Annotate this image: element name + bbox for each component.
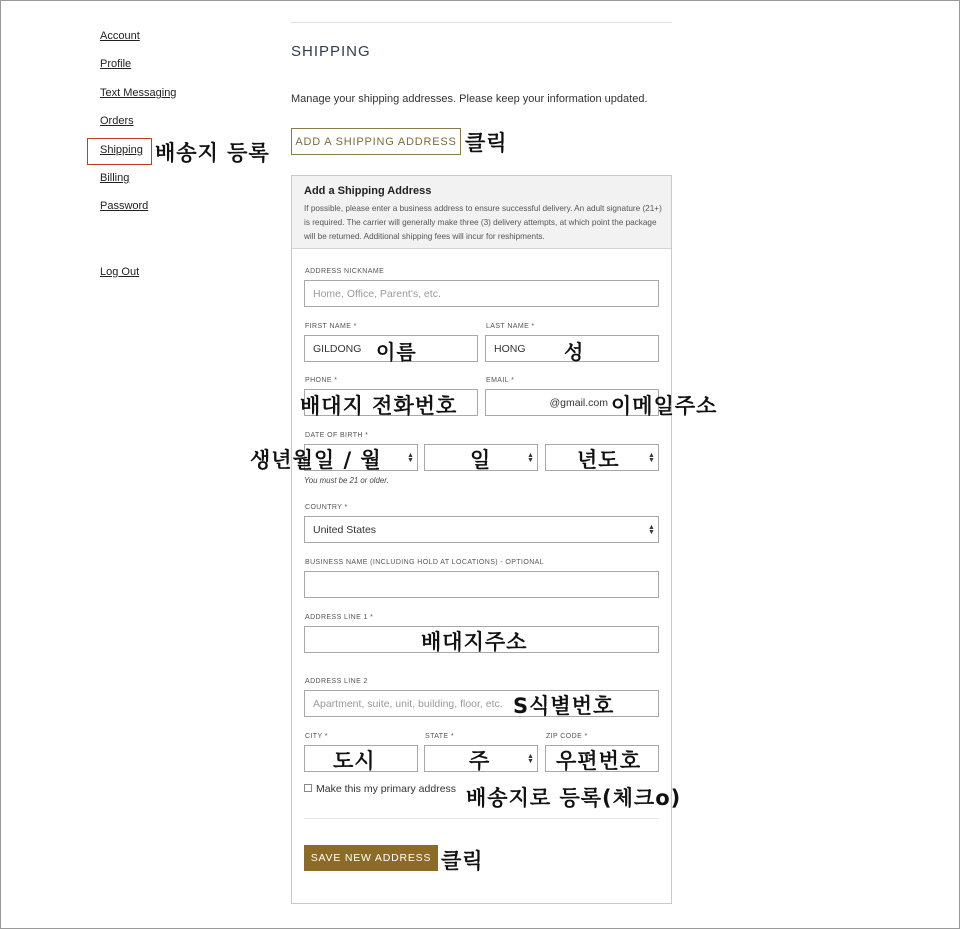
panel-header [292,176,671,249]
business-input[interactable] [304,571,659,598]
annotation-address1: 배대지주소 [421,630,528,654]
shipping-highlight-box [87,138,152,165]
primary-address-checkbox[interactable] [304,784,312,792]
save-new-address-button[interactable]: SAVE NEW ADDRESS [304,845,438,871]
panel-heading: Add a Shipping Address [304,185,432,197]
panel-description: If possible, please enter a business address to ensure successful delivery. An adult signature (21+) is required. The carrier will generally make three (3) delivery attempts, at which point the package will be returned. Additional shipping fees will incur for reshipments. [304,204,662,241]
page-intro: Manage your shipping addresses. Please keep your information updated. [291,93,648,105]
email-value: @gmail.com [549,396,608,409]
annotation-year: 년도 [577,448,620,472]
annotation-zip: 우편번호 [556,749,642,773]
nickname-input[interactable]: Home, Office, Parent's, etc. [304,280,659,307]
last-name-label: LAST NAME * [486,323,535,330]
annotation-primary: 배송지로 등록(체크o) [466,786,682,810]
annotation-dob: 생년월일 / 월 [250,448,382,472]
sidebar-item-shipping[interactable]: Shipping [100,144,143,156]
select-updown-arrow-icon: ▲ ▼ [648,524,655,536]
select-updown-arrow-icon: ▲ ▼ [527,753,534,765]
annotation-state: 주 [469,749,491,773]
country-select[interactable] [304,516,659,543]
state-label: STATE * [425,733,454,740]
annotation-click-add: 클릭 [465,131,508,155]
first-name-label: FIRST NAME * [305,323,357,330]
sidebar-item-account[interactable]: Account [100,30,140,42]
annotation-city: 도시 [333,749,376,773]
country-value: United States [313,523,377,536]
city-label: CITY * [305,733,328,740]
sidebar-item-billing[interactable]: Billing [100,172,130,184]
select-updown-arrow-icon: ▲ ▼ [527,452,534,464]
annotation-phone: 배대지 전화번호 [300,394,458,418]
annotation-click-save: 클릭 [441,849,484,873]
add-shipping-address-button[interactable]: ADD A SHIPPING ADDRESS [291,128,461,155]
select-updown-arrow-icon: ▲ ▼ [407,452,414,464]
annotation-shipping: 배송지 등록 [155,141,270,165]
annotation-email: 이메일주소 [611,394,718,418]
country-label: COUNTRY * [305,504,348,511]
sidebar-item-password[interactable]: Password [100,200,149,212]
address2-input[interactable]: Apartment, suite, unit, building, floor, etc. [304,690,659,717]
annotation-address2: S식별번호 [513,694,615,718]
annotation-first-name: 이름 [376,340,417,364]
email-label: EMAIL * [486,377,515,384]
nickname-label: ADDRESS NICKNAME [305,268,385,275]
address1-label: ADDRESS LINE 1 * [305,614,374,621]
page-title: SHIPPING [291,43,371,60]
business-label: BUSINESS NAME (INCLUDING HOLD AT LOCATIONS) - OPTIONAL [305,559,545,566]
select-updown-arrow-icon: ▲ ▼ [648,452,655,464]
dob-hint: You must be 21 or older. [304,476,389,485]
annotation-last-name: 성 [564,340,585,364]
sidebar-item-orders[interactable]: Orders [100,115,134,127]
address2-label: ADDRESS LINE 2 [305,678,368,685]
sidebar-item-text-messaging[interactable]: Text Messaging [100,87,177,99]
phone-label: PHONE * [305,377,338,384]
primary-address-label[interactable]: Make this my primary address [316,783,457,795]
sidebar-item-profile[interactable]: Profile [100,58,132,70]
zip-label: ZIP CODE * [546,733,588,740]
form-divider [304,818,659,819]
sidebar-logout-link[interactable]: Log Out [100,266,140,278]
dob-label: DATE OF BIRTH * [305,432,369,439]
first-name-input[interactable]: GILDONG [304,335,478,362]
annotation-day: 일 [470,448,492,472]
top-divider [291,22,672,23]
last-name-input[interactable]: HONG [485,335,659,362]
